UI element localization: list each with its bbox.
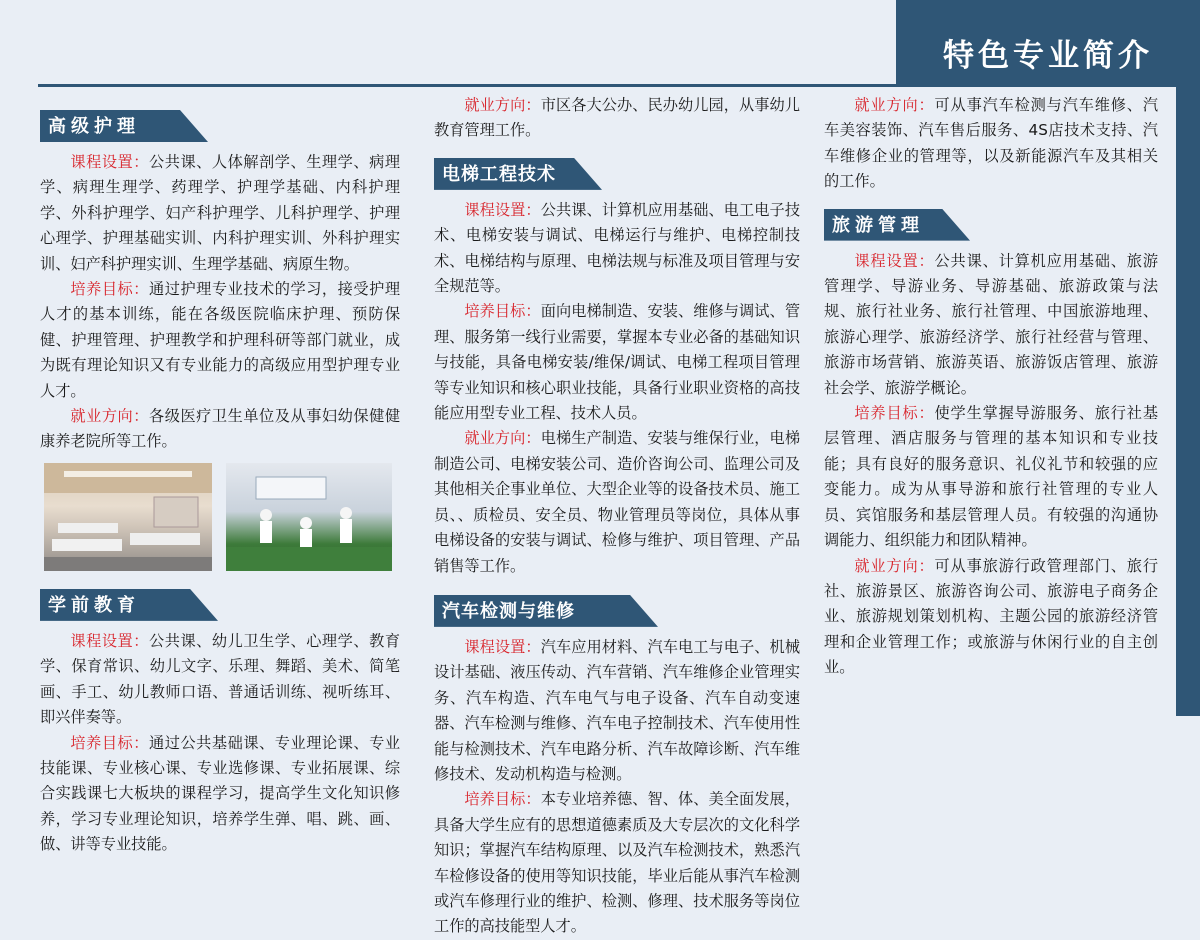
nursing-photos <box>40 463 400 571</box>
tourism-goal: 培养目标：使学生掌握导游服务、旅行社基层管理、酒店服务与管理的基本知识和专业技能；具有良好的服务意识、礼仪礼节和较强的应变能力。成为从事导游和旅行社管理的专业人员、宾馆服务和基层管理人员。有较强的沟通协调能力、组织能力和团队精神。 <box>824 404 1159 550</box>
preschool-goal: 培养目标：通过公共基础课、专业理论课、专业技能课、专业核心课、专业选修课、专业拓展课、综合实践课七大板块的课程学习，提高学生文化知识修养，学习专业理论知识，培养学生弹、唱、跳、画、做、讲等专业技能。 <box>40 733 401 854</box>
auto-career: 就业方向：可从事汽车检测与汽车维修、汽车美容装饰、汽车售后服务、4S店技术支持、汽车维修企业的管理等，以及新能源汽车及其相关的工作。 <box>824 96 1159 191</box>
nursing-goal: 培养目标：通过护理专业技术的学习，接受护理人才的基本训练，能在各级医院临床护理、预防保健、护理管理、护理教学和护理科研等部门就业，成为既有理论知识又有专业能力的高级应用型护理专业人才。 <box>40 280 401 400</box>
nursing-career: 就业方向：各级医疗卫生单位及从事妇幼保健健康养老院所等工作。 <box>40 407 401 451</box>
nursing-course: 课程设置：公共课、人体解剖学、生理学、病理学、病理生理学、药理学、护理学基础、内科护理学、外科护理学、妇产科护理学、儿科护理学、护理心理学、护理基础实训、内科护理实训、外科护理实训、妇产科护理实训、生理学基础、病原生物。 <box>40 153 401 273</box>
elevator-goal: 培养目标：面向电梯制造、安装、维修与调试、管理、服务第一线行业需要，掌握本专业必备的基础知识与技能，具备电梯安装/维保/调试、电梯工程项目管理等专业知识和核心职业技能，具备行业职业资格的高技能应用型专业工程、技术人员。 <box>434 302 801 423</box>
column-middle <box>434 93 800 940</box>
preschool-career: 就业方向：市区各大公办、民办幼儿园，从事幼儿教育管理工作。 <box>434 96 801 140</box>
elevator-course: 课程设置：公共课、计算机应用基础、电工电子技术、电梯安装与调试、电梯运行与维护、电梯控制技术、电梯结构与原理、电梯法规与标准及项目管理与安全规范等。 <box>434 200 801 296</box>
section-header-tourism <box>824 209 1158 241</box>
preschool-course: 课程设置：公共课、幼儿卫生学、心理学、教育学、保育常识、幼儿文字、乐理、舞蹈、美术、简笔画、手工、幼儿教师口语、普通话训练、视听练耳、即兴伴奏等。 <box>40 631 401 727</box>
nursing-training-photo <box>226 463 392 571</box>
auto-course: 课程设置：汽车应用材料、汽车电工与电子、机械设计基础、液压传动、汽车营销、汽车维修企业管理实务、汽车构造、汽车电气与电子设备、汽车自动变速器、汽车检测与维修、汽车电子控制技术、汽车使用性能与检测技术、汽车电路分析、汽车故障诊断、汽车维修技术、发动机构造与检测。 <box>434 637 801 783</box>
section-title: 汽车检测与维修 <box>442 600 575 622</box>
page-title: 特色专业简介 <box>943 38 1153 74</box>
tourism-course: 课程设置：公共课、计算机应用基础、旅游管理学、导游业务、导游基础、旅游政策与法规、旅行社业务、旅行社管理、中国旅游地理、旅游心理学、旅游经济学、旅行社经营与管理、旅游市场营销、旅游英语、旅游饭店管理、旅游社会学、旅游学概论。 <box>824 251 1159 397</box>
section-title: 高级护理 <box>48 116 140 137</box>
classroom-photo <box>44 463 212 571</box>
training-illustration <box>226 463 392 571</box>
classroom-illustration <box>44 463 212 571</box>
section-header-auto <box>434 595 800 627</box>
right-edge-bar <box>1176 84 1200 716</box>
section-title: 电梯工程技术 <box>442 163 556 185</box>
section-title: 旅游管理 <box>832 214 924 236</box>
column-right <box>824 93 1158 681</box>
section-header-elevator <box>434 158 800 190</box>
column-left <box>40 104 400 858</box>
elevator-career: 就业方向：电梯生产制造、安装与维保行业，电梯制造公司、电梯安装公司、造价咨询公司、监理公司及其他相关企事业单位、大型企业等的设备技术员、施工员、、质检员、安全员、物业管理员等岗位，具体从事电梯设备的安装与调试、检修与维护、项目管理、产品销售等工作。 <box>434 429 801 575</box>
tourism-career: 就业方向：可从事旅游行政管理部门、旅行社、旅游景区、旅游咨询公司、旅游电子商务企业、旅游规划策划机构、主题公园的旅游经济管理和企业管理工作；或旅游与休闲行业的自主创业。 <box>824 556 1159 677</box>
section-header-nursing <box>40 110 400 142</box>
title-band <box>896 0 1200 84</box>
section-header-preschool <box>40 589 400 621</box>
header-rule <box>38 84 1200 87</box>
section-title: 学前教育 <box>48 594 140 616</box>
auto-goal: 培养目标：本专业培养德、智、体、美全面发展，具备大学生应有的思想道德素质及大专层次的文化科学知识；掌握汽车结构原理、以及汽车检测技术，熟悉汽车检修设备的使用等知识技能，毕业后能从事汽车检测或汽车修理行业的维护、检测、修理、技术服务等岗位工作的高技能型人才。 <box>434 790 801 936</box>
